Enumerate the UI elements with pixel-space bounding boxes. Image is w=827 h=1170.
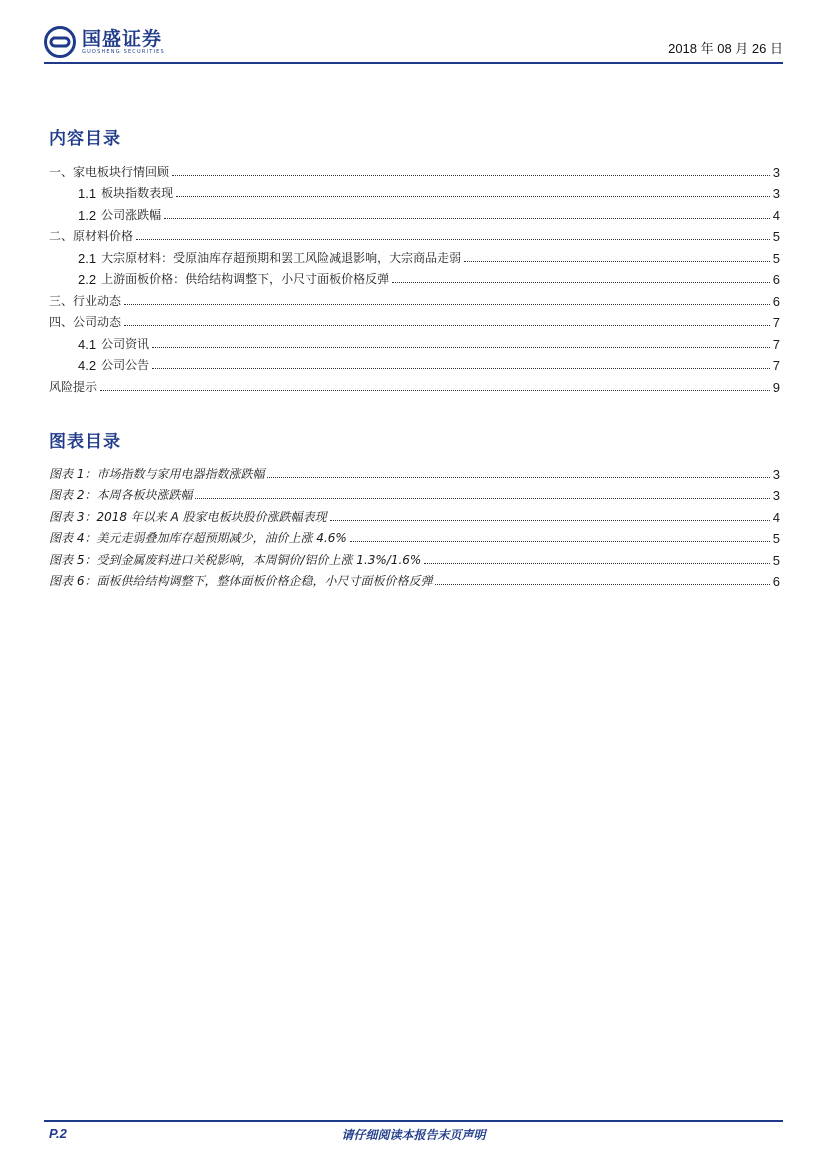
toc-entry[interactable] (49, 201, 780, 223)
figure-dot-leader (424, 562, 769, 564)
toc-entry-label: 大宗原材料：受原油库存超预期和罢工风险减退影响，大宗商品走弱 (101, 250, 462, 265)
toc-entry[interactable] (49, 180, 780, 202)
page-header (44, 26, 783, 62)
toc-dot-leader (152, 346, 770, 348)
toc-dot-leader (176, 195, 770, 197)
report-date: 2018 年 08 月 26 日 (668, 41, 783, 56)
toc-entry-number: 2.1 (78, 250, 97, 266)
toc-entry-page: 3 (772, 164, 780, 180)
toc-entry-page: 6 (772, 272, 780, 287)
figure-entry[interactable] (49, 482, 780, 504)
toc-entry-page: 3 (772, 186, 780, 201)
toc-dot-leader (124, 324, 770, 326)
toc-entry-page: 7 (772, 315, 780, 330)
figure-entry[interactable] (49, 525, 780, 547)
toc-dot-leader (164, 217, 770, 219)
toc-entry-page: 6 (772, 293, 780, 309)
figures-title: 图表目录 (49, 432, 121, 452)
company-logo (44, 26, 165, 58)
toc-entry-label: 风险提示 (49, 379, 98, 394)
figure-entry-label: 图表 4：美元走弱叠加库存超预期减少，油价上涨 4.6% (49, 531, 347, 545)
toc-entry-page: 4 (772, 207, 780, 223)
toc-dot-leader (152, 367, 770, 369)
toc-title: 内容目录 (49, 129, 121, 149)
figure-entry-label: 图表 2：本周各板块涨跌幅 (49, 488, 193, 502)
figure-entry-page: 6 (772, 574, 780, 589)
toc-entry-number: 4.2 (78, 358, 97, 373)
toc-entry[interactable] (49, 330, 780, 352)
toc-entry-label: 板块指数表现 (101, 186, 174, 200)
toc-entry-label: 二、原材料价格 (49, 229, 134, 243)
toc-entry[interactable] (49, 158, 780, 180)
footer-divider (44, 1120, 783, 1122)
figure-entry-page: 5 (772, 531, 780, 546)
toc-dot-leader (124, 303, 770, 305)
toc-entry-page: 5 (772, 229, 780, 244)
figure-dot-leader (195, 497, 769, 499)
toc-entry-number: 4.1 (78, 336, 97, 352)
toc-entry-label: 三、行业动态 (49, 293, 122, 308)
logo-text-cn: 国盛证券 (82, 27, 163, 50)
figure-entry[interactable] (49, 460, 780, 482)
toc-dot-leader (136, 238, 770, 240)
toc-entry-label: 公司涨跌幅 (101, 207, 162, 222)
toc-entry[interactable] (49, 223, 780, 245)
toc-entry-page: 9 (772, 379, 780, 395)
figure-dot-leader (350, 540, 770, 542)
figure-entry-page: 3 (772, 466, 780, 482)
toc-entry-page: 7 (772, 358, 780, 373)
figure-dot-leader (267, 476, 769, 478)
toc-entry-page: 5 (772, 250, 780, 266)
toc-entry[interactable] (49, 373, 780, 395)
toc-dot-leader (172, 174, 770, 176)
toc-entry[interactable] (49, 266, 780, 288)
figures-list (49, 460, 780, 589)
toc-entry-number: 1.1 (78, 186, 97, 201)
toc-entry[interactable] (49, 244, 780, 266)
toc-entry-label: 四、公司动态 (49, 315, 122, 329)
toc-entry-page: 7 (772, 336, 780, 352)
disclaimer-note: 请仔细阅读本报告末页声明 (341, 1128, 486, 1142)
figure-entry[interactable] (49, 503, 780, 525)
toc-entry-label: 上游面板价格：供给结构调整下，小尺寸面板价格反弹 (101, 272, 390, 286)
figure-entry[interactable] (49, 568, 780, 590)
logo-icon (44, 26, 76, 58)
figure-entry-page: 4 (772, 509, 780, 525)
toc-dot-leader (100, 389, 770, 391)
figure-entry-page: 5 (772, 552, 780, 568)
page-number: P.2 (49, 1126, 67, 1141)
logo-text-en: GUOSHENG SECURITIES (82, 48, 165, 55)
toc-list (49, 158, 780, 395)
toc-entry[interactable] (49, 352, 780, 374)
figure-entry[interactable] (49, 546, 780, 568)
toc-entry-label: 公司资讯 (101, 336, 150, 351)
toc-entry-number: 1.2 (78, 207, 97, 223)
toc-entry-label: 公司公告 (101, 358, 150, 372)
figure-dot-leader (330, 519, 770, 521)
figure-entry-label: 图表 5：受到金属废料进口关税影响，本周铜价/铝价上涨 1.3%/1.6% (49, 552, 422, 567)
header-divider (44, 62, 783, 64)
figure-entry-page: 3 (772, 488, 780, 503)
figure-entry-label: 图表 1：市场指数与家用电器指数涨跌幅 (49, 466, 265, 481)
figure-entry-label: 图表 3：2018 年以来 A 股家电板块股价涨跌幅表现 (49, 509, 327, 524)
toc-entry[interactable] (49, 287, 780, 309)
toc-dot-leader (464, 260, 770, 262)
toc-dot-leader (392, 281, 770, 283)
toc-entry[interactable] (49, 309, 780, 331)
toc-entry-label: 一、家电板块行情回顾 (49, 164, 170, 179)
figure-entry-label: 图表 6：面板供给结构调整下，整体面板价格企稳，小尺寸面板价格反弹 (49, 574, 433, 588)
figure-dot-leader (435, 583, 769, 585)
toc-entry-number: 2.2 (78, 272, 97, 287)
